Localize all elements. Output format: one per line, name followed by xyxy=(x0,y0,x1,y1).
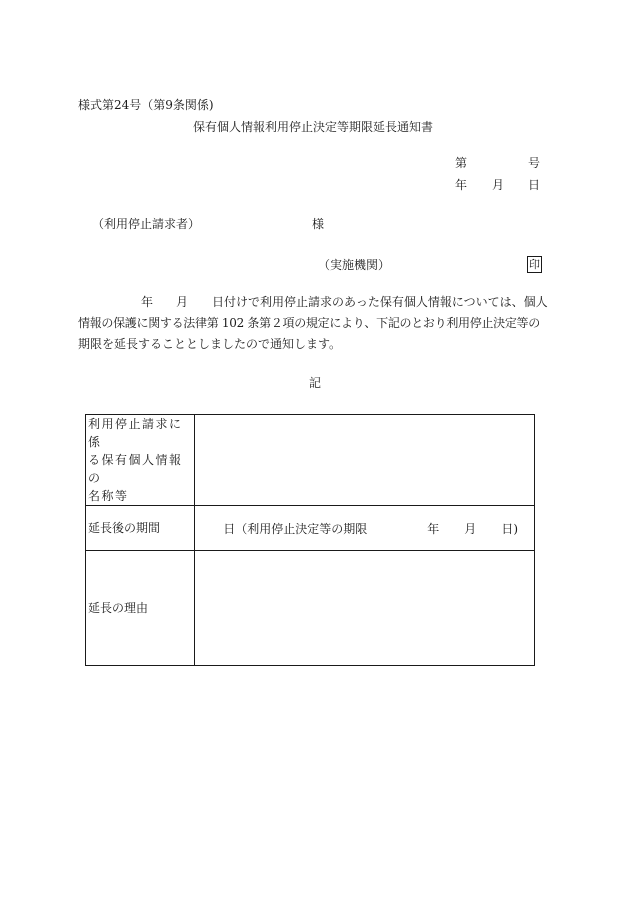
note-heading: 記 xyxy=(309,376,322,390)
period-month: 月 xyxy=(464,521,477,536)
issue-date-day: 日 xyxy=(528,178,541,192)
label-line: 利用停止請求に係 xyxy=(88,417,183,449)
label-line: 名称等 xyxy=(88,489,129,503)
seal-mark: 印 xyxy=(529,258,540,271)
sender-label: （実施機関） xyxy=(318,258,391,272)
body-date-month: 月 xyxy=(176,295,189,309)
issue-date-year: 年 xyxy=(455,178,468,192)
document-title: 保有個人情報利用停止決定等期限延長通知書 xyxy=(193,120,434,134)
body-date-year: 年 xyxy=(141,295,154,309)
number-prefix: 第 xyxy=(455,156,468,170)
body-line-3: 期限を延長することとしましたので通知します。 xyxy=(78,337,342,351)
body-line-2: 情報の保護に関する法律第 102 条第２項の規定により、下記のとおり利用停止決定等の xyxy=(78,316,540,330)
number-suffix: 号 xyxy=(528,156,541,170)
addressee-honorific: 様 xyxy=(312,217,325,231)
form-number: 様式第24号（第9条関係) xyxy=(78,98,214,112)
table-row xyxy=(86,415,535,506)
table-row xyxy=(86,551,535,666)
extension-reason-label: 延長の理由 xyxy=(86,551,195,666)
requested-info-name-field[interactable] xyxy=(195,415,535,506)
addressee-label: （利用停止請求者） xyxy=(92,217,201,231)
details-table xyxy=(85,414,535,666)
extension-reason-field[interactable] xyxy=(195,551,535,666)
period-day-part: 日（利用停止決定等の期限 xyxy=(223,521,368,536)
label-line: る保有個人情報の xyxy=(88,453,183,485)
period-day-end: 日) xyxy=(501,521,518,536)
extended-period-label: 延長後の期間 xyxy=(86,506,195,551)
issue-date-month: 月 xyxy=(492,178,505,192)
extended-period-field[interactable] xyxy=(195,506,535,551)
extended-period-line xyxy=(197,520,532,537)
body-line-1-text: 日付けで利用停止請求のあった保有個人情報については、個人 xyxy=(212,295,548,309)
table-row xyxy=(86,506,535,551)
body-paragraph xyxy=(78,292,548,355)
requested-info-name-label xyxy=(86,415,195,506)
period-year: 年 xyxy=(427,521,440,536)
body-line-1 xyxy=(78,292,548,313)
